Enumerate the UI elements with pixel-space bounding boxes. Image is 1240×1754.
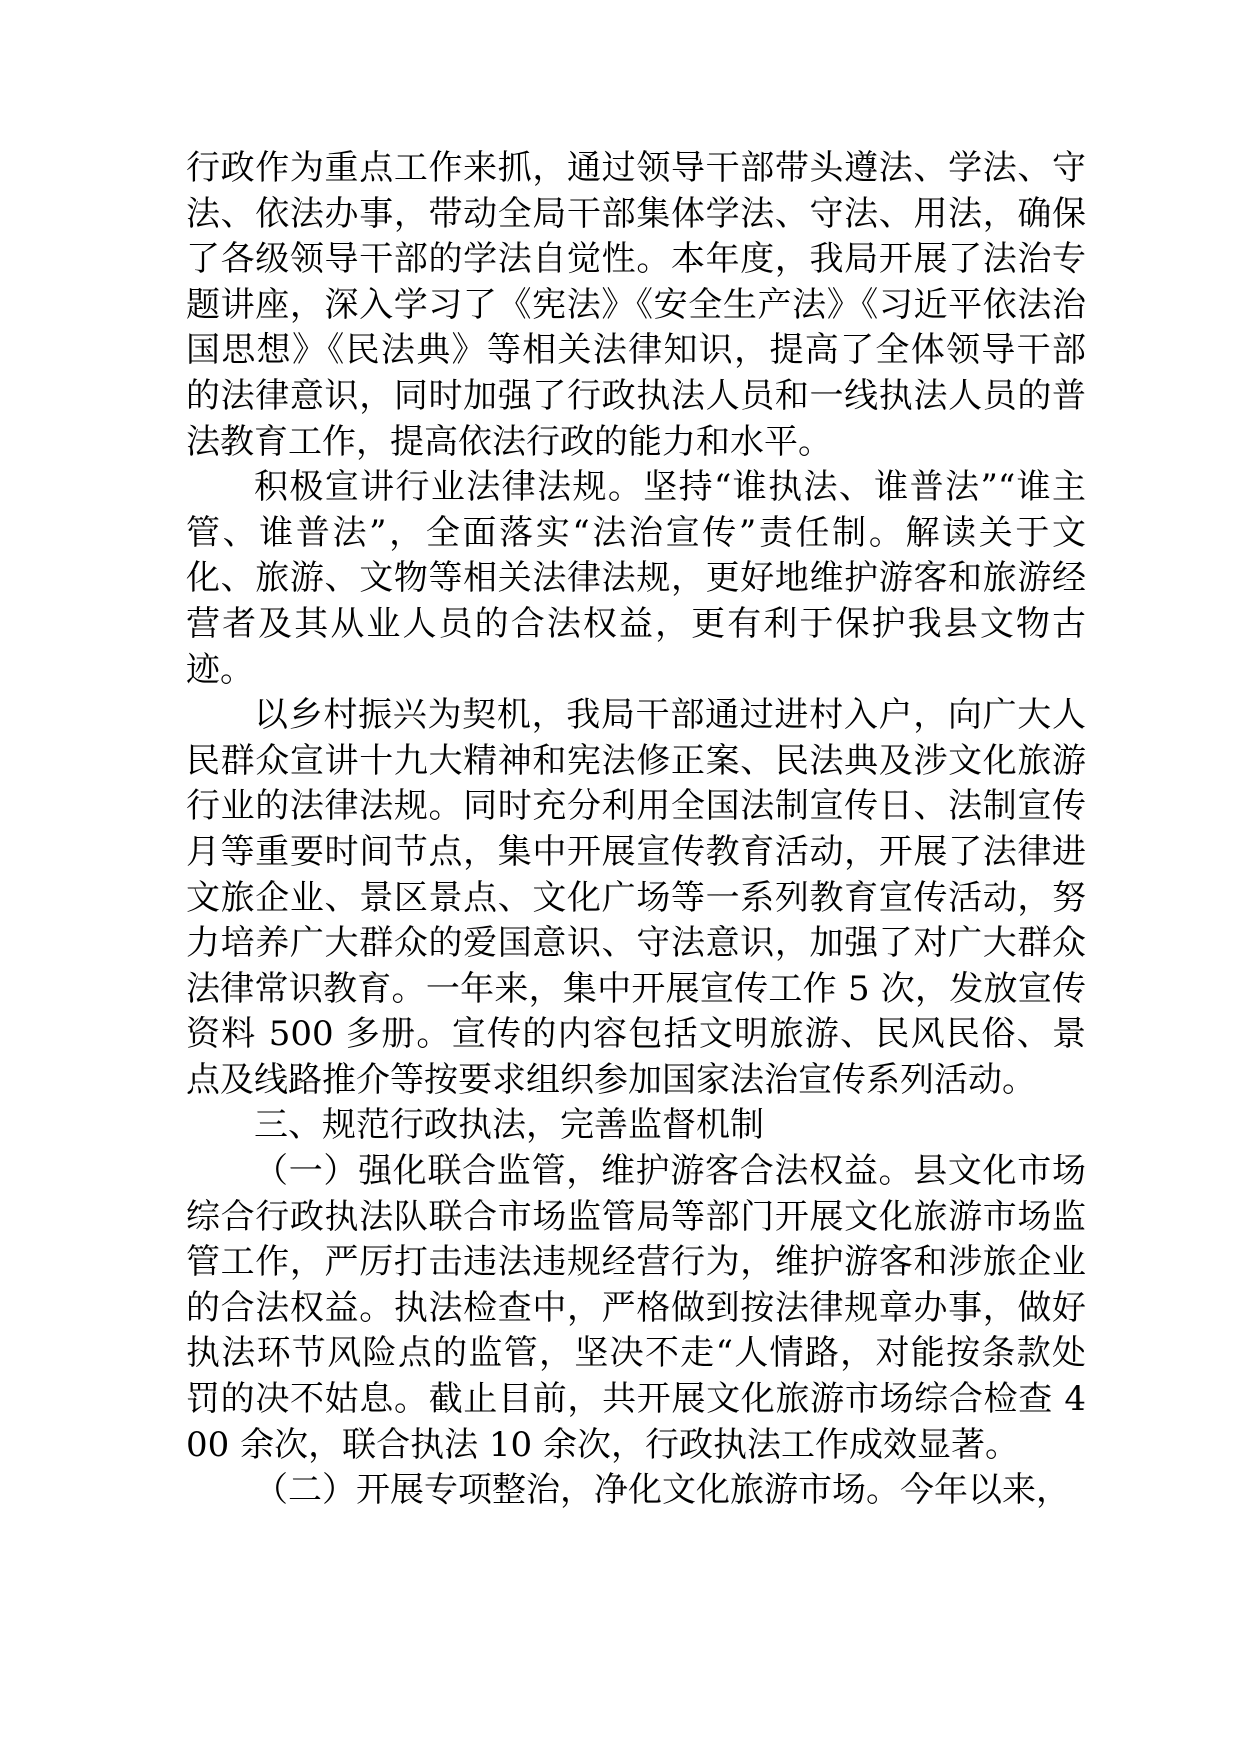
document-body: [186, 146, 1086, 1514]
paragraph-1: 行政作为重点工作来抓，通过领导干部带头遵法、学法、守法、依法办事，带动全局干部集体学法、守法、用法，确保了各级领导干部的学法自觉性。本年度，我局开展了法治专题讲座，深入学习了《宪法》《安全生产法》《习近平依法治国思想》《民法典》等相关法律知识，提高了全体领导干部的法律意识，同时加强了行政执法人员和一线执法人员的普法教育工作，提高依法行政的能力和水平。: [186, 148, 1086, 462]
section-heading-3: 三、规范行政执法，完善监督机制: [254, 1105, 764, 1146]
paragraph-2: 积极宣讲行业法律法规。坚持“谁执法、谁普法”“谁主管、谁普法”，全面落实“法治宣传”责任制。解读关于文化、旅游、文物等相关法律法规，更好地维护游客和旅游经营者及其从业人员的合法权益，更有利于保护我县文物古迹。: [186, 467, 1086, 690]
paragraph-5: （二）开展专项整治，净化文化旅游市场。今年以来，: [254, 1470, 1070, 1511]
paragraph-4: （一）强化联合监管，维护游客合法权益。县文化市场综合行政执法队联合市场监管局等部门开展文化旅游市场监管工作，严厉打击违法违规经营行为，维护游客和涉旅企业的合法权益。执法检查中，严格做到按法律规章办事，做好执法环节风险点的监管，坚决不走“人情路，对能按条款处罚的决不姑息。截止目前，共开展文化旅游市场综合检查 400 余次，联合执法 10 余次，行政执法工作成效显著。: [186, 1151, 1086, 1465]
paragraph-3: 以乡村振兴为契机，我局干部通过进村入户，向广大人民群众宣讲十九大精神和宪法修正案、民法典及涉文化旅游行业的法律法规。同时充分利用全国法制宣传日、法制宣传月等重要时间节点，集中开展宣传教育活动，开展了法律进文旅企业、景区景点、文化广场等一系列教育宣传活动，努力培养广大群众的爱国意识、守法意识，加强了对广大群众法律常识教育。一年来，集中开展宣传工作 5 次，发放宣传资料 500 多册。宣传的内容包括文明旅游、民风民俗、景点及线路推介等按要求组织参加国家法治宣传系列活动。: [186, 695, 1086, 1100]
